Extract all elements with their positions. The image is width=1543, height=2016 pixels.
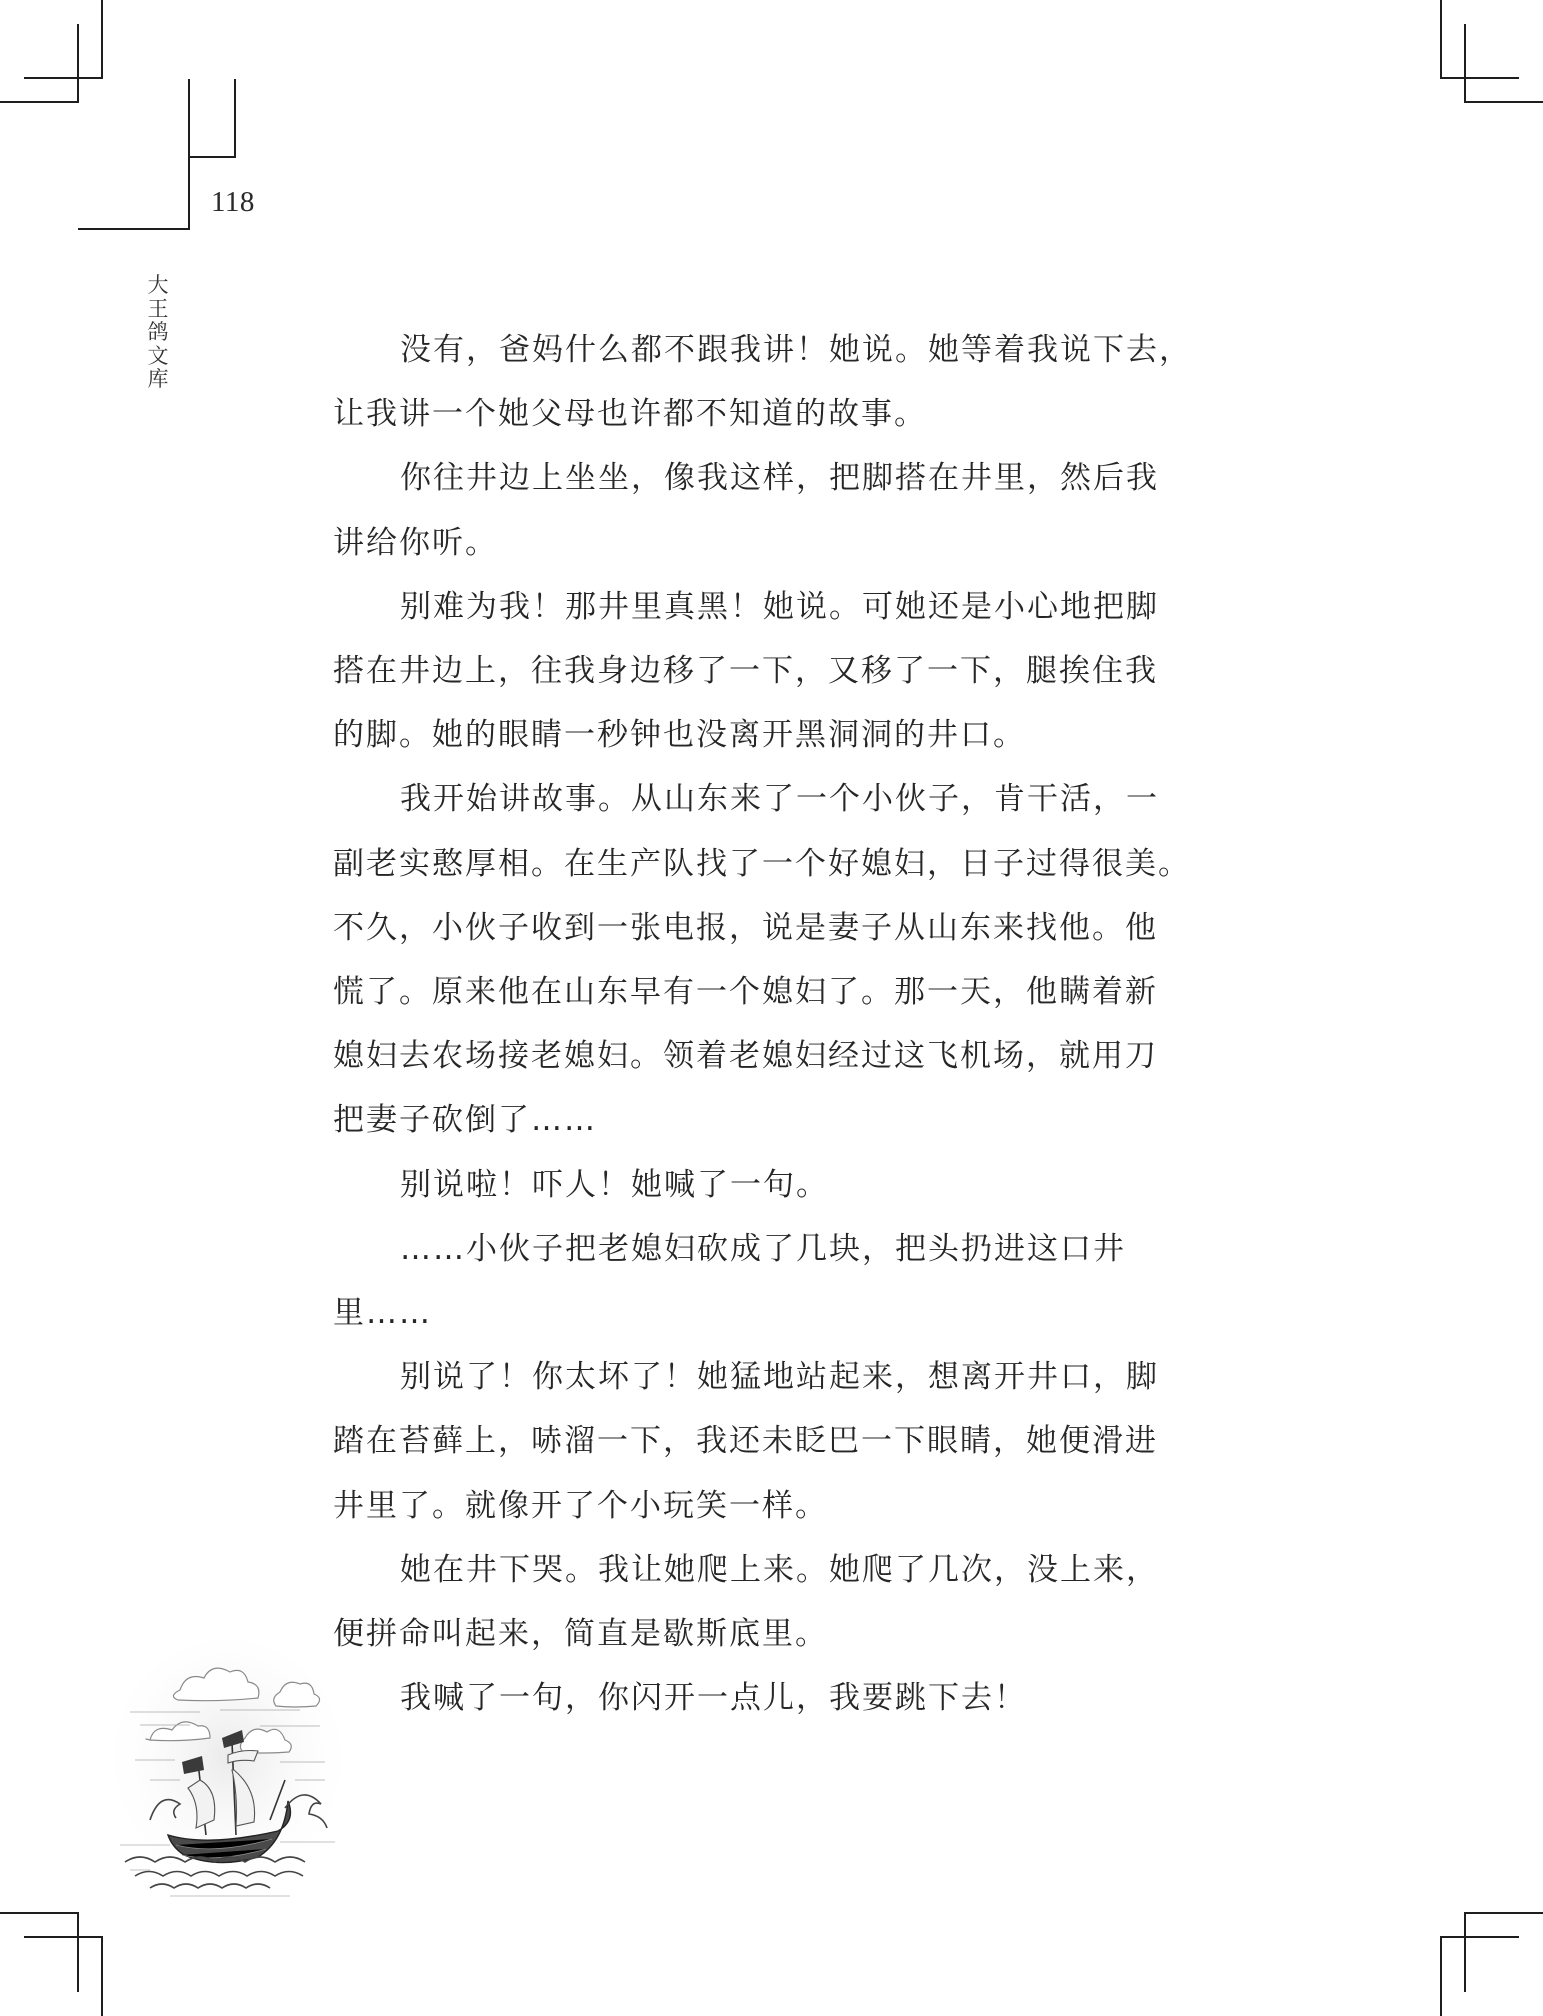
text-line: 的脚。她的眼睛一秒钟也没离开黑洞洞的井口。: [333, 717, 1026, 754]
text-line: 不久，小伙子收到一张电报，说是妻子从山东来找他。他: [333, 909, 1158, 946]
text-line: 踏在苔藓上，哧溜一下，我还未眨巴一下眼睛，她便滑进: [333, 1423, 1158, 1460]
page-number: 118: [211, 186, 255, 218]
ornament-line: [188, 79, 190, 230]
text-line: 井里了。就像开了个小玩笑一样。: [333, 1487, 828, 1524]
ship-illustration: [110, 1630, 350, 1900]
text-line: 媳妇去农场接老媳妇。领着老媳妇经过这飞机场，就用刀: [333, 1038, 1158, 1075]
text-line: 让我讲一个她父母也许都不知道的故事。: [333, 396, 927, 433]
text-line: 慌了。原来他在山东早有一个媳妇了。那一天，他瞒着新: [333, 974, 1158, 1010]
text-line: 讲给你听。: [333, 524, 498, 561]
crop-line: [24, 77, 103, 79]
text-line: 里……: [333, 1295, 432, 1331]
crop-line: [1440, 1936, 1442, 2016]
ornament-line: [188, 156, 236, 158]
paragraph-first-line: 别说了！你太坏了！她猛地站起来，想离开井口，脚: [400, 1359, 1159, 1396]
crop-line: [1440, 0, 1442, 79]
paragraph-first-line: 我开始讲故事。从山东来了一个小伙子，肯干活，一: [400, 781, 1159, 818]
text-line: 便拼命叫起来，简直是歇斯底里。: [333, 1616, 828, 1652]
ornament-line: [78, 228, 190, 230]
paragraph-first-line: 别难为我！那井里真黑！她说。可她还是小心地把脚: [400, 588, 1159, 625]
crop-line: [1464, 101, 1543, 103]
text-line: 把妻子砍倒了……: [333, 1102, 597, 1139]
paragraph-first-line: 别说啦！吓人！她喊了一句。: [400, 1166, 829, 1203]
crop-line: [1440, 77, 1519, 79]
crop-line: [1464, 1912, 1466, 1992]
series-label-char: 库: [147, 367, 169, 391]
paragraph-first-line: 我喊了一句，你闪开一点儿，我要跳下去！: [400, 1680, 1027, 1717]
paragraph-first-line: 你往井边上坐坐，像我这样，把脚搭在井里，然后我: [400, 460, 1159, 497]
crop-line: [101, 0, 103, 79]
crop-line: [77, 1912, 79, 1992]
series-label-char: 文: [147, 343, 169, 368]
ornament-line: [234, 79, 236, 158]
series-label-char: 鸽: [147, 320, 169, 344]
paragraph-first-line: 没有，爸妈什么都不跟我讲！她说。她等着我说下去，: [400, 332, 1192, 368]
crop-line: [0, 1912, 79, 1914]
crop-line: [0, 101, 79, 103]
text-line: 副老实憨厚相。在生产队找了一个好媳妇，日子过得很美。: [333, 845, 1191, 882]
crop-line: [101, 1936, 103, 2016]
series-label-char: 王: [147, 296, 169, 321]
crop-line: [1464, 24, 1466, 103]
crop-line: [77, 24, 79, 103]
series-label: [146, 274, 170, 392]
crop-line: [1440, 1936, 1519, 1938]
series-label-char: 大: [147, 273, 169, 297]
paragraph-first-line: ……小伙子把老媳妇砍成了几块，把头扔进这口井: [400, 1230, 1126, 1267]
crop-line: [24, 1936, 103, 1938]
paragraph-first-line: 她在井下哭。我让她爬上来。她爬了几次，没上来，: [400, 1551, 1159, 1588]
text-line: 搭在井边上，往我身边移了一下，又移了一下，腿挨住我: [333, 653, 1158, 689]
crop-line: [1464, 1912, 1543, 1914]
